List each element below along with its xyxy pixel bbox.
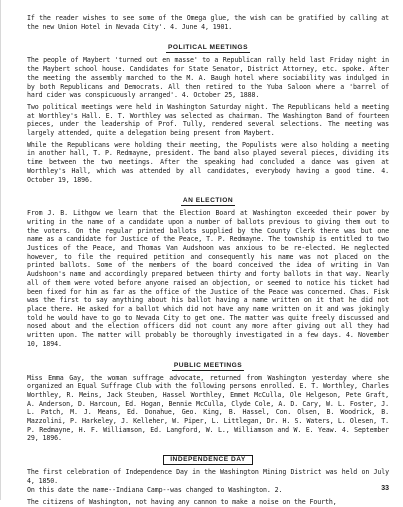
- heading-political-meetings: [27, 34, 389, 53]
- heading-political-meetings-text: POLITICAL MEETINGS: [168, 44, 248, 52]
- heading-an-election-text: AN ELECTION: [182, 197, 234, 205]
- heading-public-meetings-text: PUBLIC MEETINGS: [173, 361, 243, 369]
- paragraph-maybert-rally: The people of Maybert 'turned out en masse' to a Republican rally held last Friday night in the Maybert school house. Candidates for State Senator, District Attorney, etc. spoke. After the meeting the assembly marched to the M. A. Baugh hotel where sociability was indulged in by both Republicans and Democrats. All then retired to the Yuba Saloon where a 'barrel of hard cider was conspicuously arranged'. 4. October 25, 1888.: [27, 56, 389, 100]
- paragraph-two-meetings: Two political meetings were held in Washington Saturday night. The Republicans held a meeting at Worthley's Hall. E. T. Worthley was selected as chairman. The Washington Band of fourteen pieces, under the leadership of Prof. Tully, rendered several selections. The meeting was largely attended, quite a delegation being present from Maybert.: [27, 102, 389, 138]
- page-number: 33: [381, 485, 389, 492]
- paragraph-suffrage-club: Miss Emma Gay, the woman suffrage advocate, returned from Washington yesterday where she organized an Equal Suffrage Club with the following persons enrolled. E. T. Worthley, Charles Worthley, R. Meins, Jack Steuben, Hassel Worthley, Emmet McCulla, Ole Helgeson, Pete Graft, A. Anderson, D. Harcoun, Ed. Hogan, Bennie McCulla, Clyde Cole, A. D. Cary, W. L. Foster, J. L. Patch, M. J. Means, Ed. Donahue, Geo. King, B. Hassel, Con. Olsen, B. Woodrick, B. Mazzolini, P. Harkeley, J. Kelleher, W. Piper, L. Littlegan, Dr. H. S. Waters, L. Olesen, T. P. Redmayne, H. F. Williamson, Ed. Langford, W. L., Williamson and W. E. Yeaw. 4. September 29, 1896.: [27, 373, 389, 443]
- paragraph-first-celebration: The first celebration of Independence Day in the Washington Mining District was held on July 4, 1850.: [27, 468, 389, 485]
- heading-independence-day: [27, 446, 389, 465]
- heading-an-election: [27, 187, 389, 206]
- paragraph-no-cannon: The citizens of Washington, not having any cannon to make a noise on the Fourth,: [27, 498, 337, 507]
- heading-public-meetings: [27, 352, 389, 371]
- paragraph-omega-glue: If the reader wishes to see some of the Omega glue, the wish can be gratified by calling at the new Union Hotel in Nevada City'. 4. June 4, 1901.: [27, 14, 389, 31]
- heading-independence-day-text: INDEPENDENCE DAY: [163, 455, 253, 465]
- paragraph-populists-meeting: While the Republicans were holding their meeting, the Populists were also holding a meeting in another hall, T. P. Redmayne, president. The band also played several pieces, dividing its time between the two meetings. After the speaking had concluded a dance was given at Worthley's Hall, which was attended by all candidates, everybody having a good time. 4. October 19, 1896.: [27, 140, 389, 184]
- paragraph-election-board: From J. B. Lithgow we learn that the Election Board at Washington exceeded their power by writing in the name of a candidate upon a number of ballots previous to giving them out to the voters. On the regular printed ballots supplied by the County Clerk there was but one name as a candidate for Justice of the Peace, T. P. Redmayne. The township is entitled to two Justices of the Peace, and Thomas Van Audshoon was anxious to be re-elected. He neglected however, to file the required petition and consequently his name was not placed on the printed ballots. Some of the members of the board conceived the idea of writing in Van Audshoon's name and accordingly prepared between thirty and forty ballots in that way. Nearly all of them were voted before anyone raised an objection, or seemed to notice his ticket had been fixed for him as far as the office of the Justice of the Peace was concerned. Chas. Fisk was the first to say anything about his ballot having a name written on it that he did not place there. He asked for a ballot which did not have any name written on it and was jokingly told he would have to go to Nevada City to get one. The matter was quite freely discussed and nosed about and the election officers did not count any more after giving out all they had written upon. The matter will probably be thoroughly investigated in a few days. 4. November 10, 1894.: [27, 209, 389, 348]
- paragraph-name-changed: On this date the name--Indiana Camp--was changed to Washington. 2.: [27, 485, 283, 494]
